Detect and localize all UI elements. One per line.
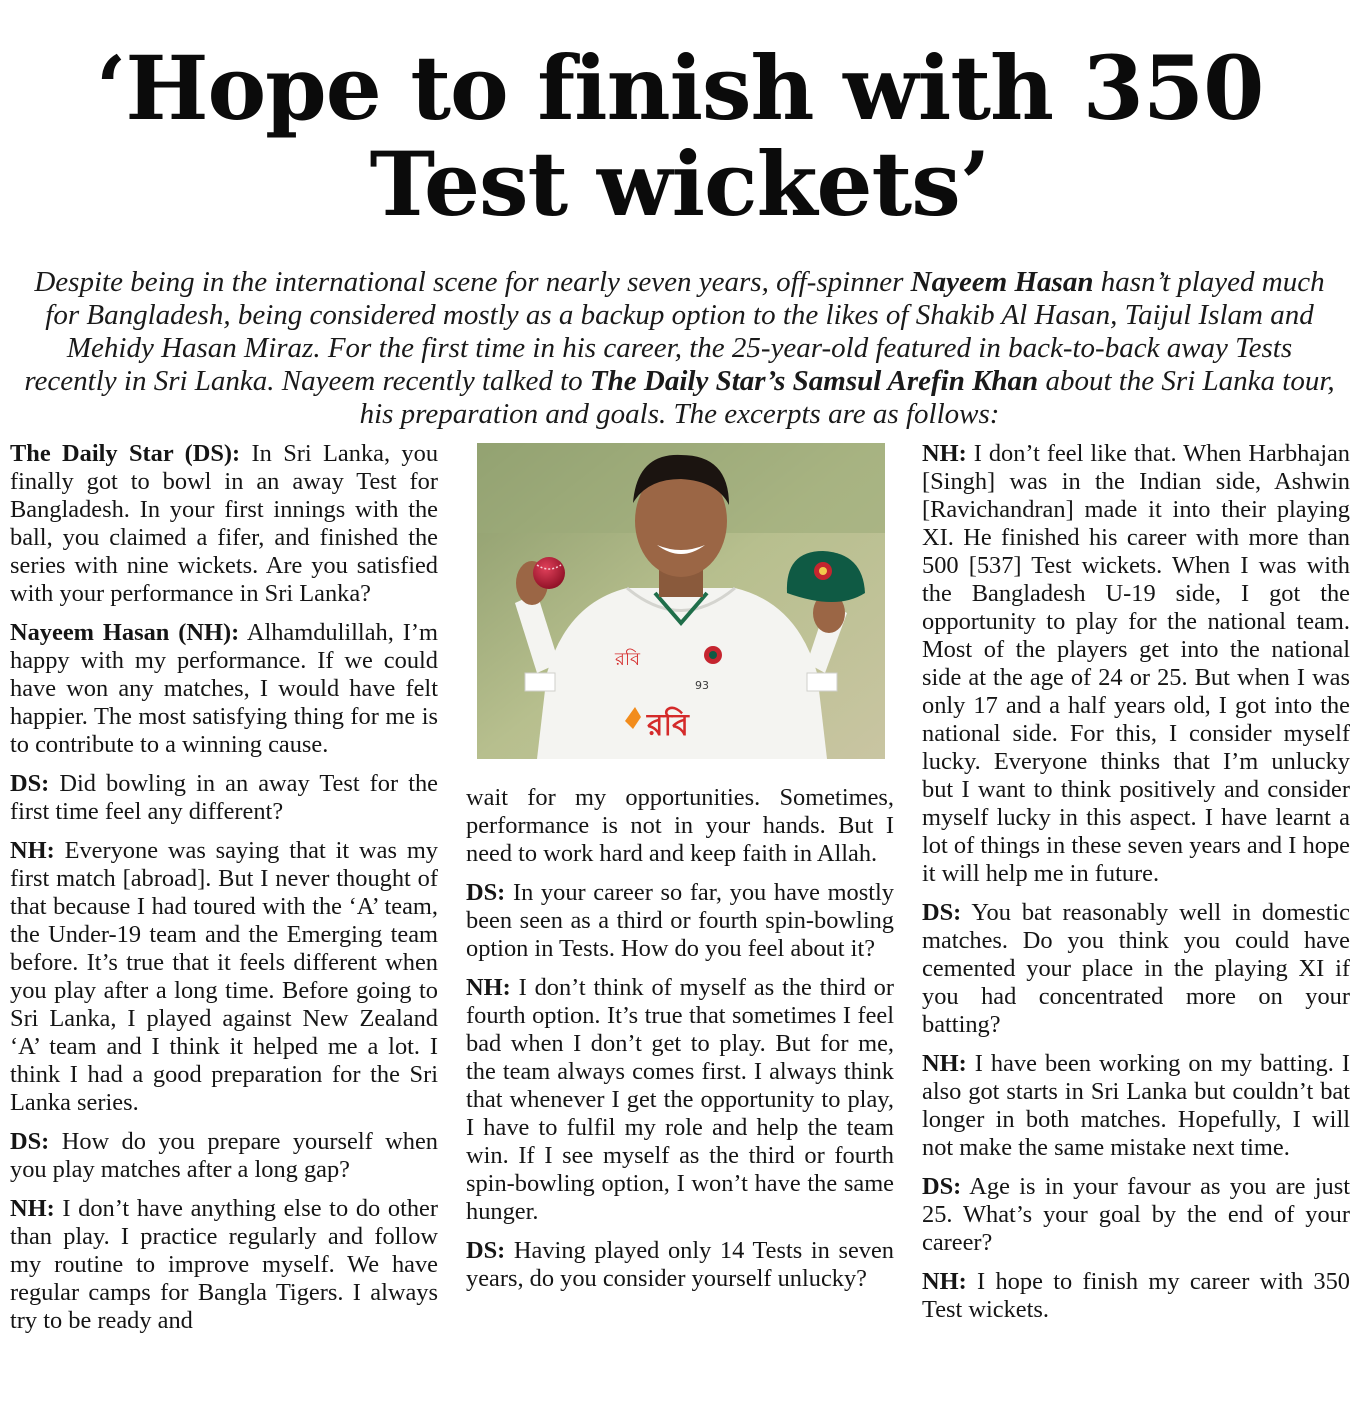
interview-paragraph [10,1195,438,1335]
standfirst-part-2: hasn’t played much for Bangladesh, being considered mostly as a backup option to the likes of Shakib Al Hasan, Taijul Islam and Mehidy Hasan Miraz. For the first time in his career, the 25-year-old featured in back-to-back away Tests recently in Sri Lanka. Nayeem recently talked to [24,266,1325,397]
interview-paragraph [922,440,1350,888]
paragraph-text: In Sri Lanka, you finally got to bowl in an away Test for Bangladesh. In your first innings with the ball, you claimed a fifer, and finished the series with nine wickets. Are you satisfied with your performance in Sri Lanka? [10,440,439,607]
paragraph-text: wait for my opportunities. Sometimes, performance is not in your hands. But I need to work hard and keep faith in Allah. [466,784,894,867]
interview-paragraph [922,1050,1350,1162]
player-photo [477,443,885,759]
speaker-label: NH: [922,1050,967,1077]
speaker-label: NH: [10,1195,55,1222]
paragraph-text: You bat reasonably well in domestic matches. Do you think you could have cemented your place in the playing XI if you had concentrated more on your batting? [922,899,1350,1038]
standfirst-subject-name: Nayeem Hasan [910,266,1094,298]
paragraph-text: Did bowling in an away Test for the first time feel any different? [10,770,438,825]
column-2 [466,784,894,1304]
paragraph-text: I don’t feel like that. When Harbhajan [Singh] was in the Indian side, Ashwin [Ravichandran] made it into their playing XI. He finished his career with more than 500 [537] Test wickets. When I was with the Bangladesh U-19 side, I got the opportunity to play for the national team. Most of the players get into the national side at the age of 24 or 25. But when I was only 17 and a half years old, I got into the national side. For this, I consider myself lucky. Everyone thinks that I’m unlucky but I want to think positively and consider myself lucky in this aspect. I have learnt a lot of things in these seven years and I hope it will help me in future. [922,440,1350,887]
speaker-label: NH: [922,440,967,467]
shirt-number: 93 [695,679,709,692]
interview-paragraph [922,1268,1350,1324]
interview-paragraph [466,784,894,868]
speaker-label: DS: [466,1237,506,1264]
interview-paragraph [10,619,438,759]
speaker-label: Nayeem Hasan (NH): [10,619,240,646]
headline-line-1: ‘Hope to finish with 350 [95,36,1264,140]
interview-paragraph [466,879,894,963]
speaker-label: The Daily Star (DS): [10,440,241,467]
speaker-label: DS: [10,770,50,797]
speaker-label: NH: [466,974,511,1001]
speaker-label: DS: [10,1128,50,1155]
paragraph-text: In your career so far, you have mostly been seen as a third or fourth spin-bowling option in Tests. How do you feel about it? [466,879,894,962]
paragraph-text: I don’t think of myself as the third or fourth option. It’s true that sometimes I feel bad when I don’t get to play. But for me, the team always comes first. I always think that whenever I get the opportunity to play, I have to fulfil my role and help the team win. If I see myself as the third or fourth spin-bowling option, I won’t have the same hunger. [466,974,894,1225]
interview-paragraph [922,1173,1350,1257]
paragraph-text: I hope to finish my career with 350 Test wickets. [922,1268,1350,1323]
speaker-label: NH: [922,1268,967,1295]
speaker-label: DS: [922,899,962,926]
column-3 [922,440,1350,1335]
interview-paragraph [10,1128,438,1184]
column-1 [10,440,438,1346]
interview-paragraph [10,440,438,608]
interview-paragraph [10,837,438,1117]
standfirst-part-3: about the Sri Lanka tour, his preparation and goals. The excerpts are as follows: [359,365,1335,430]
standfirst [22,266,1337,431]
paragraph-text: Age is in your favour as you are just 25. What’s your goal by the end of your career? [922,1173,1350,1256]
interview-paragraph [466,974,894,1226]
paragraph-text: Everyone was saying that it was my first match [abroad]. But I never thought of that because I had toured with the ‘A’ team, the Under-19 team and the Emerging team before. It’s true that it feels different when you play after a long time. Before going to Sri Lanka, I played against New Zealand ‘A’ team and I think it helped me a lot. I think I had a good preparation for the Sri Lanka series. [10,837,438,1116]
paragraph-text: I don’t have anything else to do other than play. I practice regularly and follow my routine to improve myself. We have regular camps for Bangla Tigers. I always try to be ready and [10,1195,438,1334]
player-photo-illustration [477,443,885,759]
jersey-sponsor-chest: রবি [615,649,641,670]
headline-line-2: Test wickets’ [369,132,990,236]
standfirst-part-1: Despite being in the international scene for nearly seven years, off-spinner [34,266,911,298]
paragraph-text: Alhamdulillah, I’m happy with my performance. If we could have won any matches, I would have felt happier. The most satisfying thing for me is to contribute to a winning cause. [10,619,438,758]
interview-paragraph [922,899,1350,1039]
interview-paragraph [466,1237,894,1293]
speaker-label: DS: [922,1173,962,1200]
interview-paragraph [10,770,438,826]
paragraph-text: I have been working on my batting. I also got starts in Sri Lanka but couldn’t bat longer in both matches. Hopefully, I will not make the same mistake next time. [922,1050,1350,1161]
headline [0,36,1359,236]
speaker-label: NH: [10,837,55,864]
jersey-sponsor-front: রবি [647,708,689,743]
speaker-label: DS: [466,879,506,906]
paragraph-text: How do you prepare yourself when you play matches after a long gap? [10,1128,438,1183]
paragraph-text: Having played only 14 Tests in seven years, do you consider yourself unlucky? [466,1237,894,1292]
standfirst-author: The Daily Star’s Samsul Arefin Khan [589,365,1039,397]
